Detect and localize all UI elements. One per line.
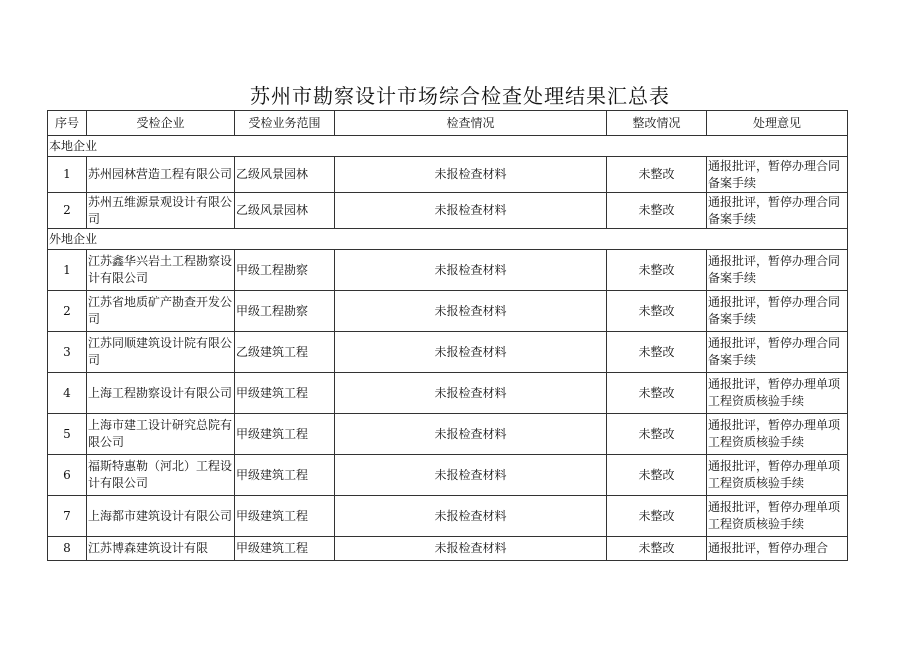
cell-inspection: 未报检查材料	[335, 332, 607, 373]
cell-number: 1	[48, 250, 87, 291]
header-number: 序号	[48, 111, 87, 136]
cell-inspection: 未报检查材料	[335, 414, 607, 455]
cell-opinion: 通报批评，暂停办理合同备案手续	[707, 291, 848, 332]
cell-company: 上海市建工设计研究总院有限公司	[87, 414, 235, 455]
cell-scope: 乙级建筑工程	[235, 332, 335, 373]
table-header-row	[48, 111, 848, 136]
cell-company: 江苏同顺建筑设计院有限公司	[87, 332, 235, 373]
cell-opinion: 通报批评，暂停办理单项工程资质核验手续	[707, 373, 848, 414]
cell-rectification: 未整改	[607, 250, 707, 291]
document-title: 苏州市勘察设计市场综合检查处理结果汇总表	[250, 84, 670, 108]
cell-company: 福斯特惠勒（河北）工程设计有限公司	[87, 455, 235, 496]
cell-opinion: 通报批评，暂停办理合同备案手续	[707, 250, 848, 291]
cell-scope: 甲级工程勘察	[235, 250, 335, 291]
cell-number: 2	[48, 291, 87, 332]
cell-inspection: 未报检查材料	[335, 537, 607, 561]
cell-company: 上海都市建筑设计有限公司	[87, 496, 235, 537]
table-row	[48, 373, 848, 414]
table-row	[48, 496, 848, 537]
table-row	[48, 414, 848, 455]
cell-opinion: 通报批评，暂停办理合同备案手续	[707, 157, 848, 193]
cell-opinion: 通报批评，暂停办理单项工程资质核验手续	[707, 496, 848, 537]
cell-rectification: 未整改	[607, 455, 707, 496]
header-company: 受检企业	[87, 111, 235, 136]
results-table	[47, 110, 848, 561]
cell-company: 苏州五维源景观设计有限公司	[87, 193, 235, 229]
cell-company: 上海工程勘察设计有限公司	[87, 373, 235, 414]
cell-rectification: 未整改	[607, 414, 707, 455]
table-row	[48, 455, 848, 496]
cell-number: 6	[48, 455, 87, 496]
header-opinion: 处理意见	[707, 111, 848, 136]
cell-opinion: 通报批评，暂停办理单项工程资质核验手续	[707, 455, 848, 496]
results-table-body	[48, 111, 848, 561]
cell-scope: 甲级建筑工程	[235, 496, 335, 537]
cell-number: 8	[48, 537, 87, 561]
table-row	[48, 193, 848, 229]
cell-rectification: 未整改	[607, 496, 707, 537]
cell-company: 江苏博森建筑设计有限	[87, 537, 235, 561]
cell-rectification: 未整改	[607, 157, 707, 193]
cell-inspection: 未报检查材料	[335, 373, 607, 414]
section-label: 外地企业	[48, 229, 848, 250]
section-label: 本地企业	[48, 136, 848, 157]
cell-number: 1	[48, 157, 87, 193]
cell-opinion: 通报批评，暂停办理单项工程资质核验手续	[707, 414, 848, 455]
cell-rectification: 未整改	[607, 332, 707, 373]
cell-number: 7	[48, 496, 87, 537]
cell-inspection: 未报检查材料	[335, 157, 607, 193]
cell-opinion: 通报批评，暂停办理合同备案手续	[707, 332, 848, 373]
cell-number: 4	[48, 373, 87, 414]
cell-company: 江苏省地质矿产勘查开发公司	[87, 291, 235, 332]
cell-scope: 甲级建筑工程	[235, 373, 335, 414]
cell-inspection: 未报检查材料	[335, 291, 607, 332]
cell-rectification: 未整改	[607, 291, 707, 332]
table-row	[48, 537, 848, 561]
cell-rectification: 未整改	[607, 537, 707, 561]
cell-inspection: 未报检查材料	[335, 455, 607, 496]
header-scope: 受检业务范围	[235, 111, 335, 136]
cell-opinion: 通报批评，暂停办理合同备案手续	[707, 193, 848, 229]
cell-scope: 甲级建筑工程	[235, 414, 335, 455]
header-rectification: 整改情况	[607, 111, 707, 136]
cell-company: 江苏鑫华兴岩土工程勘察设计有限公司	[87, 250, 235, 291]
table-row	[48, 291, 848, 332]
table-row	[48, 332, 848, 373]
cell-inspection: 未报检查材料	[335, 193, 607, 229]
section-row	[48, 136, 848, 157]
cell-rectification: 未整改	[607, 373, 707, 414]
cell-scope: 甲级建筑工程	[235, 537, 335, 561]
cell-number: 2	[48, 193, 87, 229]
cell-number: 5	[48, 414, 87, 455]
cell-rectification: 未整改	[607, 193, 707, 229]
cell-company: 苏州园林营造工程有限公司	[87, 157, 235, 193]
table-row	[48, 250, 848, 291]
header-inspection: 检查情况	[335, 111, 607, 136]
cell-inspection: 未报检查材料	[335, 496, 607, 537]
cell-scope: 乙级风景园林	[235, 193, 335, 229]
table-row	[48, 157, 848, 193]
cell-scope: 乙级风景园林	[235, 157, 335, 193]
cell-scope: 甲级工程勘察	[235, 291, 335, 332]
cell-opinion: 通报批评，暂停办理合	[707, 537, 848, 561]
section-row	[48, 229, 848, 250]
cell-scope: 甲级建筑工程	[235, 455, 335, 496]
cell-number: 3	[48, 332, 87, 373]
cell-inspection: 未报检查材料	[335, 250, 607, 291]
